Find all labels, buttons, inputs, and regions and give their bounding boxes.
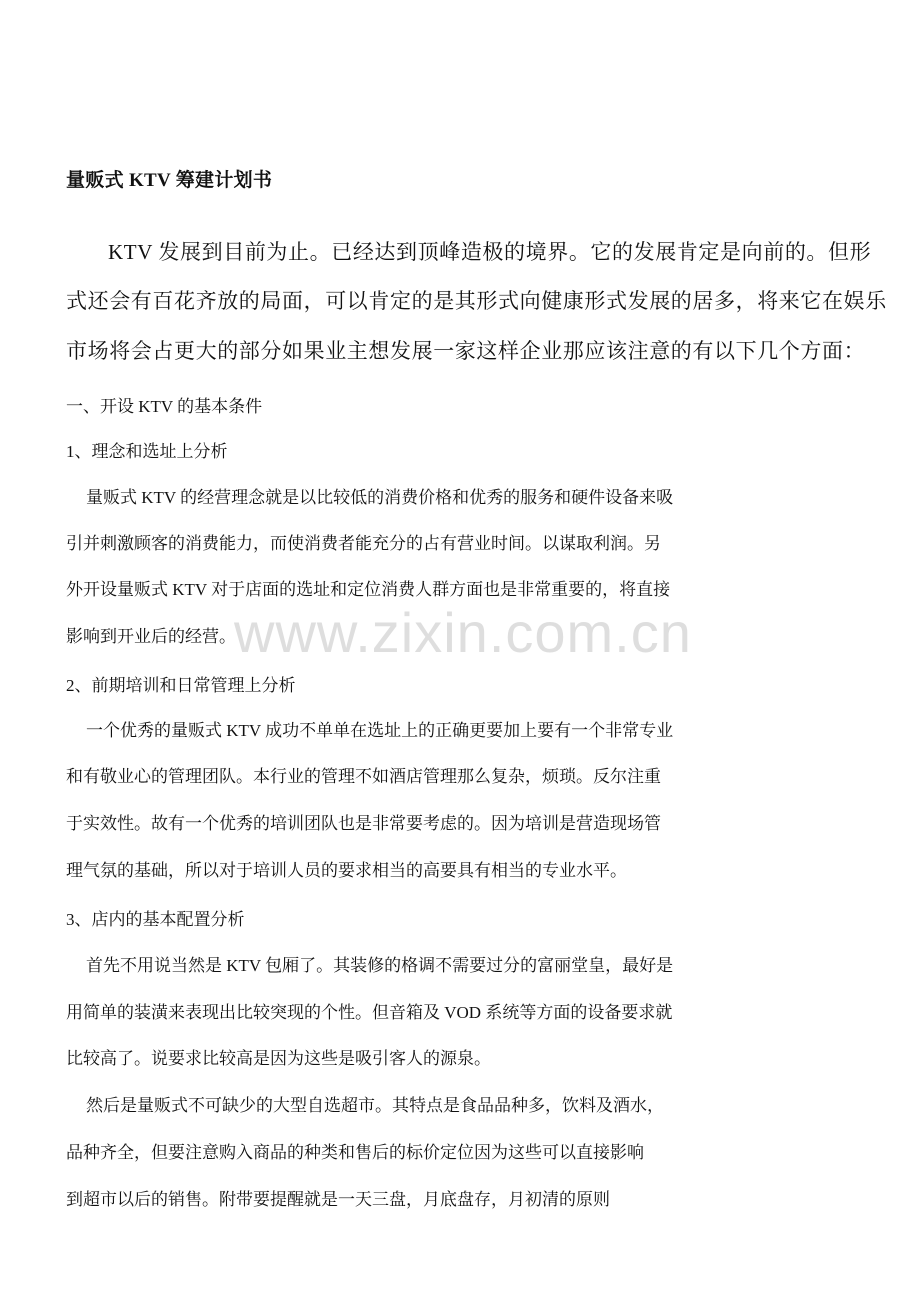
sub2-line-1: 一个优秀的量贩式 KTV 成功不单单在选址上的正确更要加上要有一个非常专业	[86, 721, 674, 740]
sub3-line-6: 到超市以后的销售。附带要提醒就是一天三盘，月底盘存，月初清的原则	[66, 1190, 610, 1209]
sub2-line-2: 和有敬业心的管理团队。本行业的管理不如酒店管理那么复杂，烦琐。反尔注重	[66, 767, 661, 786]
document-title: 量贩式 KTV 筹建计划书	[66, 170, 273, 191]
intro-line-2: 式还会有百花齐放的局面，可以肯定的是其形式向健康形式发展的居多，将来它在娱乐	[66, 289, 887, 313]
sub2-line-3: 于实效性。故有一个优秀的培训团队也是非常要考虑的。因为培训是营造现场管	[66, 814, 661, 833]
sub3-line-5: 品种齐全，但要注意购入商品的种类和售后的标价定位因为这些可以直接影响	[66, 1143, 644, 1162]
sub3-line-1: 首先不用说当然是 KTV 包厢了。其装修的格调不需要过分的富丽堂皇，最好是	[86, 956, 674, 975]
sub1-heading: 1、理念和选址上分析	[66, 442, 228, 461]
intro-line-1: KTV 发展到目前为止。已经达到顶峰造极的境界。它的发展肯定是向前的。但形	[108, 240, 872, 264]
sub2-line-4: 理气氛的基础，所以对于培训人员的要求相当的高要具有相当的专业水平。	[66, 861, 627, 880]
sub1-line-3: 外开设量贩式 KTV 对于店面的选址和定位消费人群方面也是非常重要的，将直接	[66, 580, 671, 599]
watermark: www.zixin.com.cn	[234, 601, 692, 664]
sub1-line-1: 量贩式 KTV 的经营理念就是以比较低的消费价格和优秀的服务和硬件设备来吸	[86, 488, 674, 507]
section-heading: 一、开设 KTV 的基本条件	[66, 397, 263, 416]
sub1-line-2: 引并刺激顾客的消费能力，而使消费者能充分的占有营业时间。以谋取利润。另	[66, 534, 661, 553]
sub1-line-4: 影响到开业后的经营。	[66, 627, 236, 646]
intro-line-3: 市场将会占更大的部分如果业主想发展一家这样企业那应该注意的有以下几个方面：	[66, 339, 866, 363]
sub3-heading: 3、店内的基本配置分析	[66, 910, 245, 929]
sub3-line-4: 然后是量贩式不可缺少的大型自选超市。其特点是食品品种多，饮料及酒水，	[86, 1096, 664, 1115]
sub3-line-2: 用简单的装潢来表现出比较突现的个性。但音箱及 VOD 系统等方面的设备要求就	[66, 1003, 673, 1022]
sub3-line-3: 比较高了。说要求比较高是因为这些是吸引客人的源泉。	[66, 1049, 491, 1068]
sub2-heading: 2、前期培训和日常管理上分析	[66, 676, 296, 695]
